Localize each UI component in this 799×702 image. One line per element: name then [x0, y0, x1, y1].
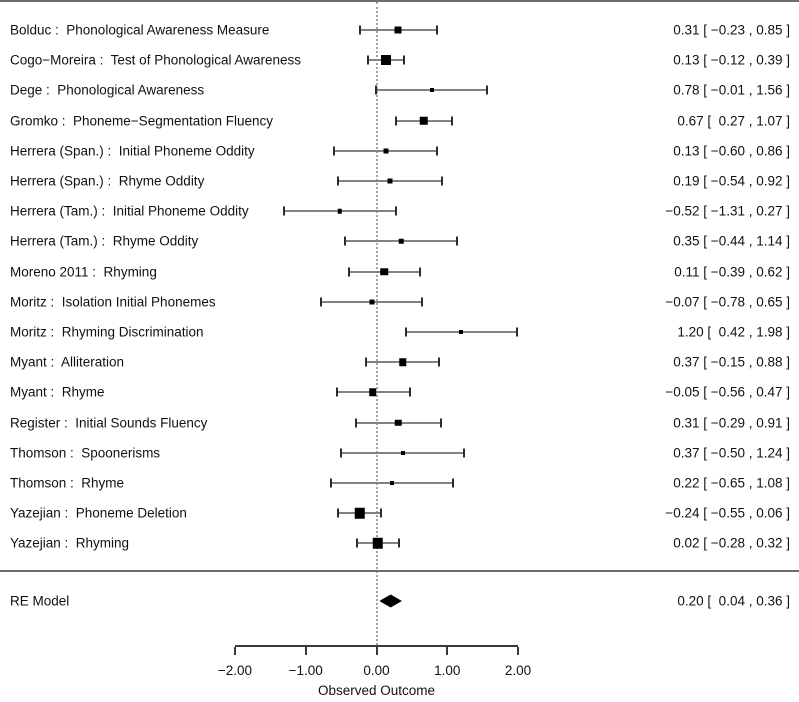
study-annotation: −0.24 [ −0.55 , 0.06 ]	[665, 505, 790, 521]
summary-diamond-marker	[379, 595, 402, 608]
top-border-rule	[0, 0, 799, 2]
point-estimate-marker	[369, 389, 377, 397]
study-label: Myant : Rhyme	[10, 384, 105, 400]
study-annotation: 0.02 [ −0.28 , 0.32 ]	[673, 535, 790, 551]
ci-endcap	[340, 448, 342, 457]
study-label: Register : Initial Sounds Fluency	[10, 415, 208, 431]
point-estimate-marker	[354, 508, 365, 519]
x-axis-tick	[234, 647, 236, 655]
study-label: Yazejian : Phoneme Deletion	[10, 505, 187, 521]
point-estimate-marker	[459, 330, 463, 334]
study-annotation: 0.13 [ −0.60 , 0.86 ]	[673, 143, 790, 159]
x-axis-tick-label: 2.00	[504, 663, 532, 678]
ci-endcap	[441, 177, 443, 186]
study-label: Herrera (Span.) : Rhyme Oddity	[10, 173, 205, 189]
point-estimate-marker	[383, 148, 388, 153]
ci-endcap	[320, 297, 322, 306]
summary-separator-rule	[0, 570, 799, 572]
study-annotation: −0.52 [ −1.31 , 0.27 ]	[665, 203, 790, 219]
study-label: Dege : Phonological Awareness	[10, 82, 205, 98]
study-annotation: −0.07 [ −0.78 , 0.65 ]	[665, 294, 790, 310]
study-annotation: 0.13 [ −0.12 , 0.39 ]	[673, 52, 790, 68]
study-label: Yazejian : Rhyming	[10, 535, 130, 551]
ci-endcap	[336, 388, 338, 397]
ci-endcap	[421, 297, 423, 306]
ci-endcap	[440, 418, 442, 427]
point-estimate-marker	[399, 239, 404, 244]
point-estimate-marker	[420, 116, 429, 125]
ci-endcap	[355, 418, 357, 427]
ci-endcap	[405, 328, 407, 337]
point-estimate-marker	[395, 27, 402, 34]
point-estimate-marker	[373, 538, 384, 549]
x-axis-tick-label: 0.00	[363, 663, 390, 678]
study-label: Herrera (Span.) : Initial Phoneme Oddity	[10, 143, 255, 159]
x-axis-tick	[305, 647, 307, 655]
ci-endcap	[367, 56, 369, 65]
study-label: Thomson : Rhyme	[10, 475, 125, 491]
study-annotation: 0.35 [ −0.44 , 1.14 ]	[673, 233, 790, 249]
ci-endcap	[419, 267, 421, 276]
study-annotation: 0.19 [ −0.54 , 0.92 ]	[673, 173, 790, 189]
ci-endcap	[330, 479, 332, 488]
ci-endcap	[380, 509, 382, 518]
x-axis-tick-label: −1.00	[288, 663, 323, 678]
ci-endcap	[283, 207, 285, 216]
study-label: Gromko : Phoneme−Segmentation Fluency	[10, 113, 274, 129]
study-label: Herrera (Tam.) : Initial Phoneme Oddity	[10, 203, 249, 219]
study-annotation: 0.31 [ −0.29 , 0.91 ]	[673, 415, 790, 431]
ci-endcap	[436, 26, 438, 35]
x-axis-tick-label: 1.00	[434, 663, 461, 678]
point-estimate-marker	[381, 268, 389, 276]
point-estimate-marker	[381, 55, 391, 65]
study-annotation: −0.05 [ −0.56 , 0.47 ]	[665, 384, 790, 400]
point-estimate-marker	[430, 88, 434, 92]
study-annotation: 0.31 [ −0.23 , 0.85 ]	[673, 22, 790, 38]
ci-endcap	[375, 86, 377, 95]
ci-endcap	[463, 448, 465, 457]
x-axis-title: Observed Outcome	[317, 683, 436, 698]
ci-endcap	[486, 86, 488, 95]
study-annotation: 0.22 [ −0.65 , 1.08 ]	[673, 475, 790, 491]
ci-endcap	[356, 539, 358, 548]
ci-endcap	[333, 146, 335, 155]
x-axis-tick	[376, 647, 378, 655]
study-annotation: 0.37 [ −0.15 , 0.88 ]	[673, 354, 790, 370]
study-annotation: 0.37 [ −0.50 , 1.24 ]	[673, 445, 790, 461]
re-model-label: RE Model	[10, 593, 70, 609]
ci-endcap	[456, 237, 458, 246]
ci-endcap	[395, 207, 397, 216]
ci-endcap	[365, 358, 367, 367]
ci-endcap	[452, 479, 454, 488]
study-label: Thomson : Spoonerisms	[10, 445, 161, 461]
study-label: Myant : Alliteration	[10, 354, 125, 370]
point-estimate-marker	[401, 451, 405, 455]
study-label: Moritz : Rhyming Discrimination	[10, 324, 204, 340]
ci-endcap	[403, 56, 405, 65]
point-estimate-marker	[337, 209, 342, 214]
ci-endcap	[359, 26, 361, 35]
ci-endcap	[438, 358, 440, 367]
study-annotation: 0.78 [ −0.01 , 1.56 ]	[673, 82, 790, 98]
point-estimate-marker	[395, 419, 402, 426]
point-estimate-marker	[387, 179, 392, 184]
re-model-annotation: 0.20 [ 0.04 , 0.36 ]	[677, 593, 790, 609]
ci-endcap	[395, 116, 397, 125]
ci-endcap	[409, 388, 411, 397]
study-label: Moreno 2011 : Rhyming	[10, 264, 157, 280]
study-annotation: 0.11 [ −0.39 , 0.62 ]	[674, 264, 790, 280]
ci-endcap	[398, 539, 400, 548]
point-estimate-marker	[399, 358, 407, 366]
point-estimate-marker	[369, 299, 374, 304]
ci-endcap	[337, 177, 339, 186]
study-label: Cogo−Moreira : Test of Phonological Awareness	[10, 52, 302, 68]
ci-endcap	[344, 237, 346, 246]
study-label: Bolduc : Phonological Awareness Measure	[10, 22, 270, 38]
study-annotation: 1.20 [ 0.42 , 1.98 ]	[677, 324, 790, 340]
ci-endcap	[436, 146, 438, 155]
study-label: Moritz : Isolation Initial Phonemes	[10, 294, 216, 310]
x-axis-tick-label: −2.00	[217, 663, 253, 678]
ci-endcap	[337, 509, 339, 518]
ci-endcap	[451, 116, 453, 125]
x-axis-tick	[517, 647, 519, 655]
ci-endcap	[348, 267, 350, 276]
x-axis-tick	[446, 647, 448, 655]
ci-endcap	[516, 328, 518, 337]
point-estimate-marker	[390, 481, 394, 485]
study-label: Herrera (Tam.) : Rhyme Oddity	[10, 233, 199, 249]
study-annotation: 0.67 [ 0.27 , 1.07 ]	[677, 113, 790, 129]
